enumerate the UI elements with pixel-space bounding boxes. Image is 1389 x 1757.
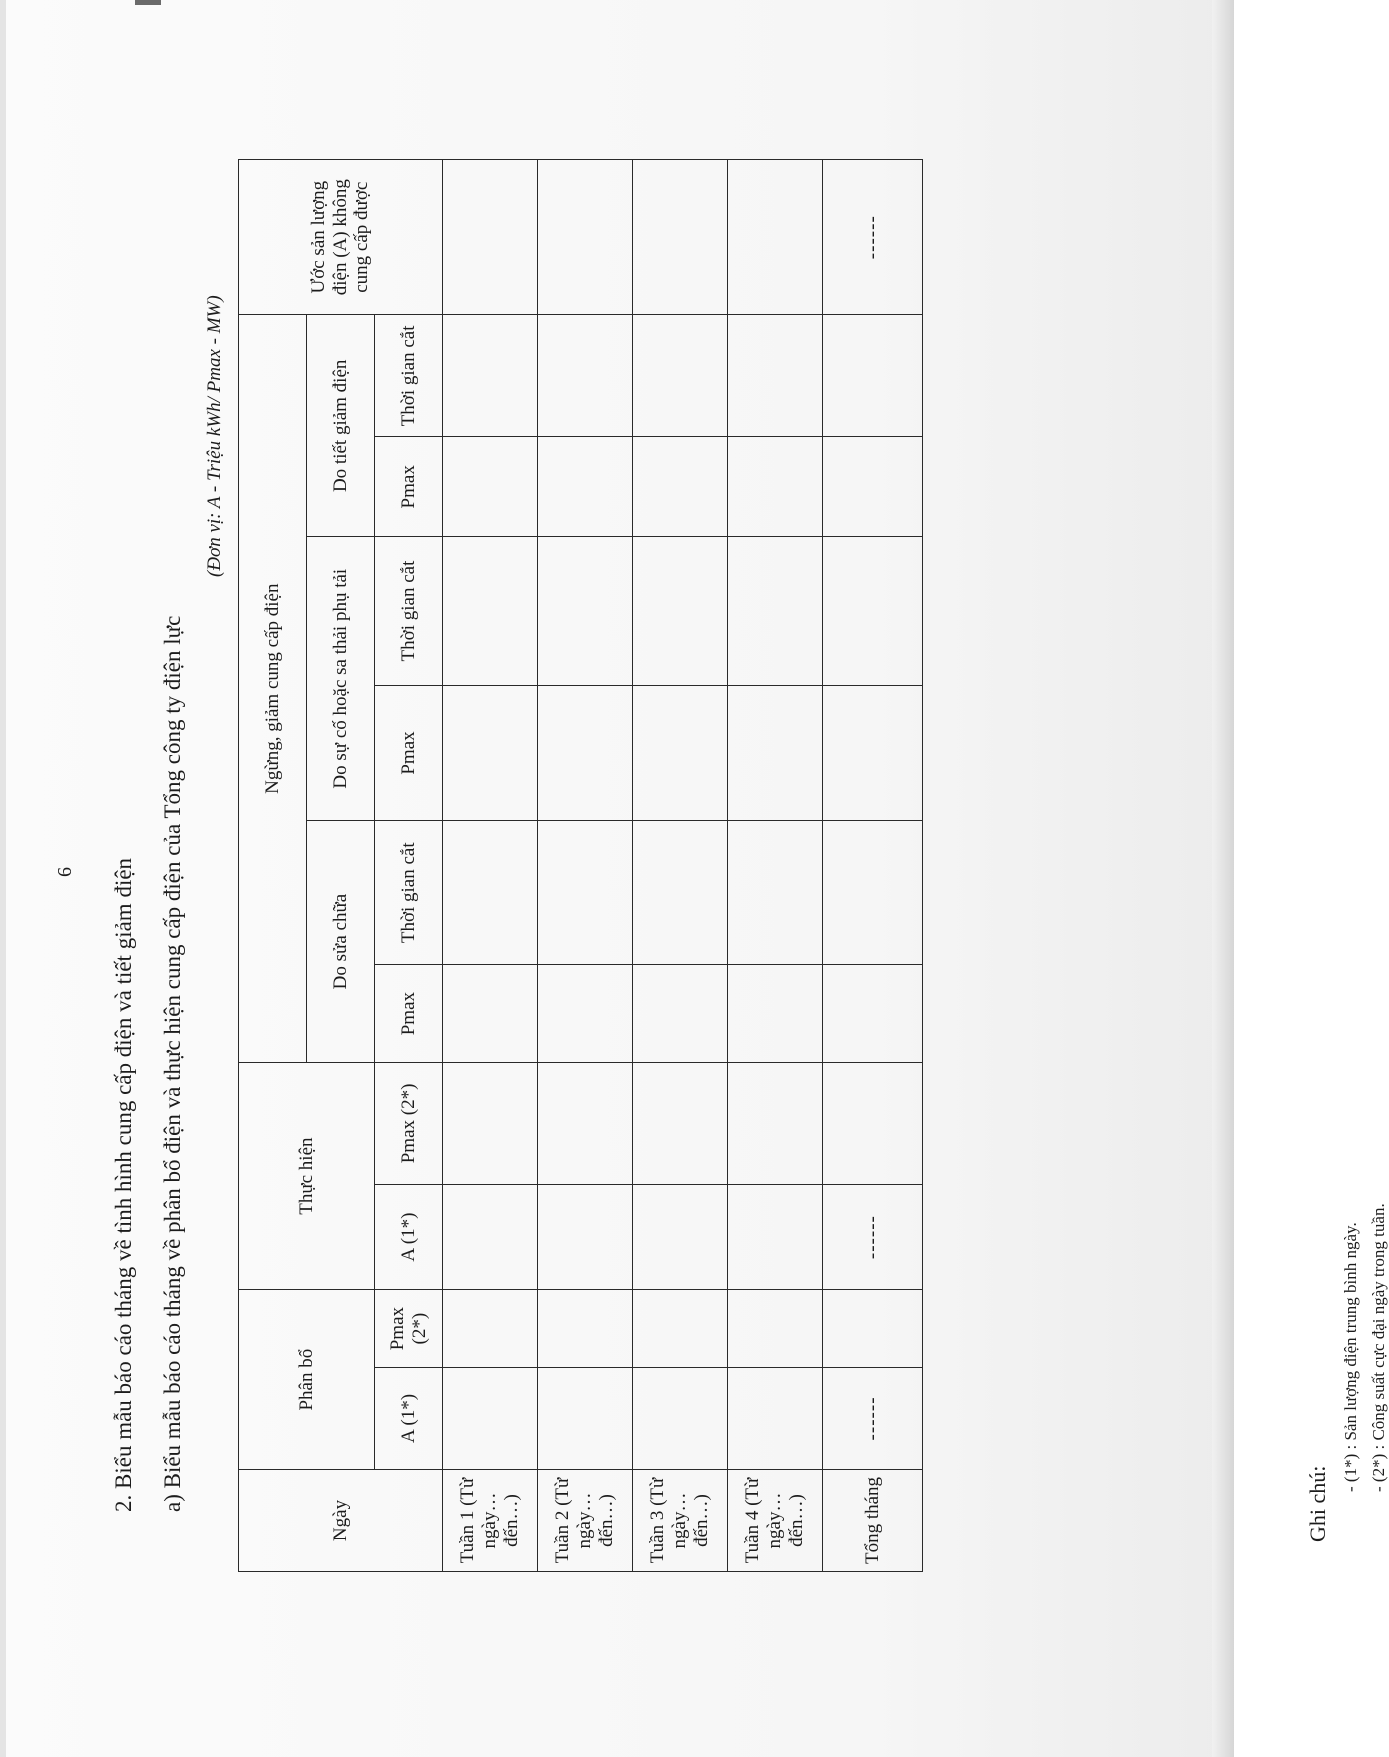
table-cell[interactable] — [728, 965, 823, 1063]
table-cell[interactable] — [538, 1062, 633, 1184]
table-cell[interactable] — [538, 437, 633, 537]
table-cell[interactable] — [823, 965, 923, 1063]
row-label: Tuần 2 (Từ ngày…đến…) — [538, 1469, 633, 1571]
table-cell[interactable] — [728, 821, 823, 965]
page-number: 6 — [54, 867, 76, 877]
notes — [1305, 1203, 1389, 1542]
table-cell[interactable] — [823, 685, 923, 820]
sub-header-pmax-2: Pmax (2*) — [375, 1290, 443, 1368]
sub-header-a: A (1*) — [375, 1184, 443, 1289]
header-thuc-hien: Thực hiện — [239, 1062, 375, 1289]
total-label: Tổng tháng — [823, 1469, 923, 1571]
sub-header-pmax-2: Pmax (2*) — [375, 1062, 443, 1184]
sub-header-pmax: Pmax — [375, 965, 443, 1063]
table-cell[interactable] — [823, 821, 923, 965]
note-item: - (2*) : Công suất cực đại ngày trong tuần. — [1369, 1203, 1388, 1492]
table-cell[interactable] — [633, 437, 728, 537]
header-uoc-san-luong: Ước sản lượng điện (A) không cung cấp được — [239, 160, 443, 315]
table-cell[interactable] — [443, 437, 538, 537]
table-cell[interactable] — [633, 685, 728, 820]
section-title: 2. Biểu mẫu báo cáo tháng về tình hình cung cấp điện và tiết giảm điện — [111, 857, 136, 1512]
table-cell[interactable] — [538, 1184, 633, 1289]
header-phan-bo: Phân bổ — [239, 1290, 375, 1470]
table-cell[interactable] — [823, 315, 923, 437]
table-cell[interactable] — [728, 1184, 823, 1289]
table-cell[interactable] — [633, 1062, 728, 1184]
table-cell[interactable] — [443, 315, 538, 437]
table-cell[interactable] — [633, 537, 728, 686]
table-row — [443, 160, 538, 1572]
table-cell[interactable] — [443, 537, 538, 686]
table-cell[interactable] — [538, 685, 633, 820]
header-ngung-giam: Ngừng, giảm cung cấp điện — [239, 315, 307, 1063]
table-cell[interactable] — [633, 160, 728, 315]
table-cell[interactable] — [823, 1290, 923, 1368]
table-row — [728, 160, 823, 1572]
table-cell[interactable] — [728, 1367, 823, 1469]
sub-header-thoi-gian-cat: Thời gian cắt — [375, 821, 443, 965]
table-cell[interactable] — [538, 160, 633, 315]
table-cell[interactable] — [443, 1184, 538, 1289]
table-cell[interactable] — [443, 821, 538, 965]
table-cell[interactable] — [443, 965, 538, 1063]
sub-header-pmax: Pmax — [375, 685, 443, 820]
table-row — [538, 160, 633, 1572]
table-cell[interactable] — [823, 1062, 923, 1184]
sub-title: a) Biểu mẫu báo cáo tháng về phân bổ điện và thực hiện cung cấp điện của Tổng công ty điện lực — [160, 615, 185, 1512]
sub-header-a: A (1*) — [375, 1367, 443, 1469]
table-cell[interactable] — [538, 537, 633, 686]
table-cell[interactable] — [823, 537, 923, 686]
table-row — [633, 160, 728, 1572]
notes-heading: Ghi chú: — [1305, 1465, 1330, 1542]
table-cell[interactable] — [538, 1290, 633, 1368]
row-label: Tuần 3 (Từ ngày…đến…) — [633, 1469, 728, 1571]
header-ngay: Ngày — [239, 1469, 443, 1571]
table-cell[interactable] — [443, 1290, 538, 1368]
header-do-tiet-giam: Do tiết giảm điện — [307, 315, 375, 537]
table-cell[interactable] — [538, 821, 633, 965]
total-row — [823, 160, 923, 1572]
sub-header-pmax: Pmax — [375, 437, 443, 537]
row-label: Tuần 1 (Từ ngày…đến…) — [443, 1469, 538, 1571]
sub-header-thoi-gian-cat: Thời gian cắt — [375, 537, 443, 686]
table-cell[interactable] — [633, 315, 728, 437]
total-dash: ------ — [823, 1184, 923, 1289]
header-do-su-co: Do sự cố hoặc sa thải phụ tải — [307, 537, 375, 821]
table-cell[interactable] — [633, 1290, 728, 1368]
table-cell[interactable] — [728, 1062, 823, 1184]
table-cell[interactable] — [633, 965, 728, 1063]
table-cell[interactable] — [633, 821, 728, 965]
table-cell[interactable] — [538, 315, 633, 437]
header-do-sua-chua: Do sửa chữa — [307, 821, 375, 1063]
table-cell[interactable] — [728, 437, 823, 537]
table-cell[interactable] — [728, 160, 823, 315]
table-cell[interactable] — [538, 1367, 633, 1469]
table-cell[interactable] — [443, 685, 538, 820]
table-cell[interactable] — [633, 1184, 728, 1289]
report-table — [238, 159, 923, 1572]
table-cell[interactable] — [443, 1367, 538, 1469]
note-item: - (1*) : Sản lượng điện trung bình ngày. — [1341, 1222, 1360, 1492]
row-label: Tuần 4 (Từ ngày…đến…) — [728, 1469, 823, 1571]
table-cell[interactable] — [443, 160, 538, 315]
table-cell[interactable] — [538, 965, 633, 1063]
unit-note: (Đơn vị: A - Triệu kWh/ Pmax - MW) — [204, 295, 225, 577]
total-dash: ------ — [823, 160, 923, 315]
table-cell[interactable] — [443, 1062, 538, 1184]
total-dash: ------ — [823, 1367, 923, 1469]
table-cell[interactable] — [728, 315, 823, 437]
table-cell[interactable] — [728, 537, 823, 686]
sub-header-thoi-gian-cat: Thời gian cắt — [375, 315, 443, 437]
table-cell[interactable] — [823, 437, 923, 537]
table-cell[interactable] — [728, 1290, 823, 1368]
table-cell[interactable] — [633, 1367, 728, 1469]
table-cell[interactable] — [728, 685, 823, 820]
